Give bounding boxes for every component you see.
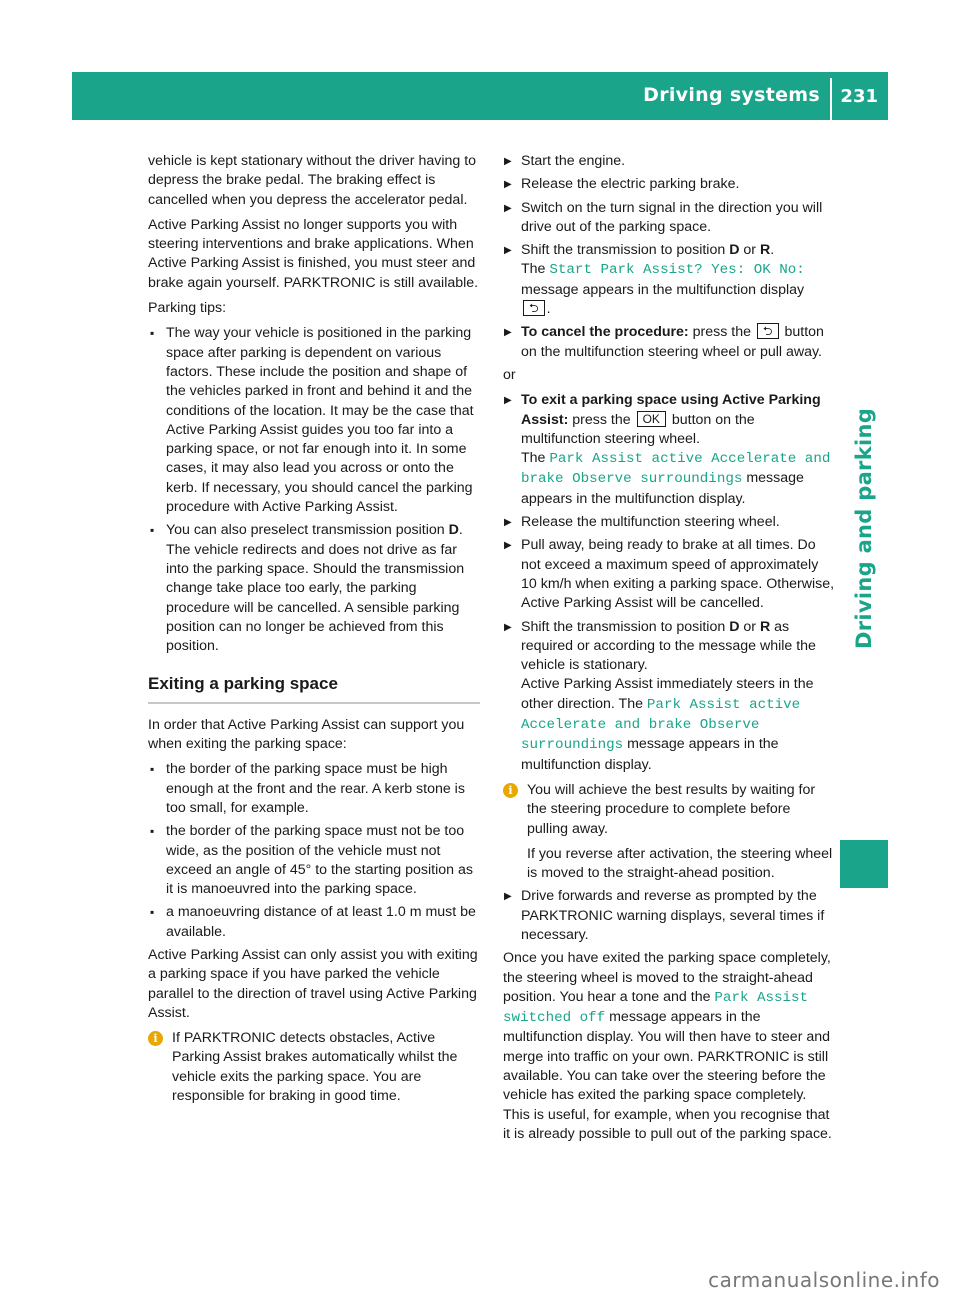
bold-text: D	[729, 242, 740, 259]
text: message appears in the multifunction display	[521, 281, 805, 298]
list-item: ▪ The way your vehicle is positioned in the parking space after parking is dependent on various factors. These include the position and shape of the vehicles parked in front and behind it and the conditions of the location. It may be the case that Active Parking Assist guides you too far into a parking space, or not far enough into it. In some cases, it may also lead you across or onto the kerb. If necessary, you should cancel the parking procedure with Active Parking Assist.	[148, 324, 480, 517]
watermark: carmanualsonline.info	[708, 1268, 940, 1292]
header-divider	[830, 78, 832, 120]
left-column	[148, 152, 480, 1110]
step-item: ▶ Start the engine.	[503, 152, 835, 171]
text: You can also preselect transmission position	[166, 522, 449, 539]
paragraph: Active Parking Assist can only assist you with exiting a parking space if you have parked the vehicle parallel to the direction of travel using Active Parking Assist.	[148, 946, 478, 1021]
text: Shift the transmission to position	[521, 242, 730, 259]
step-item	[503, 241, 835, 319]
text: or	[739, 242, 760, 259]
bold-text: To exit a parking space using Active Parking Assist:	[521, 392, 821, 428]
back-icon: ⮌	[523, 300, 545, 316]
bold-text: To cancel the procedure:	[521, 324, 689, 341]
text: message appears in the multifunction display.	[521, 736, 779, 773]
info-icon: i	[148, 1031, 163, 1046]
step-item: ▶ Release the multifunction steering wheel.	[503, 513, 835, 532]
text: button on the multifunction steering wheel.	[521, 411, 755, 447]
note-text: If PARKTRONIC detects obstacles, Active Parking Assist brakes automatically whilst the vehicle exits the parking space. You are responsible for braking in good time.	[172, 1030, 458, 1105]
paragraph: vehicle is kept stationary without the driver having to depress the brake pedal. The braking effect is cancelled when you depress the accelerator pedal.	[148, 153, 477, 208]
info-icon: i	[503, 783, 518, 798]
paragraph: or	[503, 366, 516, 383]
text: message appears in the multifunction display. You will then have to steer and merge into traffic on your own. PARKTRONIC is still available. You can take over the steering before the vehicle has exited the parking space completely. This is useful, for example, when you recognise that it is already possible to pull out of the parking space.	[503, 1009, 832, 1142]
info-note	[503, 781, 835, 883]
side-tab-label: Driving and parking	[852, 407, 876, 649]
side-tab	[840, 248, 888, 808]
list-item: ▪ the border of the parking space must not be too wide, as the position of the vehicle must not exceed an angle of 45° to the starting position as it is manoeuvred into the parking space.	[148, 822, 480, 899]
text: Once you have exited the parking space completely, the steering wheel is moved to the straight-ahead position. You hear a tone and the	[503, 950, 831, 1005]
display-message: Park Assist switched off	[503, 989, 809, 1027]
list-item: ▪ the border of the parking space must be high enough at the front and the rear. A kerb stone is too small, for example.	[148, 760, 480, 818]
text: as required or according to the message while the vehicle is stationary.	[521, 618, 816, 674]
text: .	[546, 301, 551, 318]
text: button on the multifunction steering wheel or pull away.	[521, 324, 824, 360]
ok-button-icon: OK	[637, 411, 666, 427]
text: message appears in the multifunction display.	[521, 470, 804, 507]
step-item: ▶ Switch on the turn signal in the direction you will drive out of the parking space.	[503, 199, 835, 238]
paragraph: Parking tips:	[148, 300, 227, 317]
bold-text: R	[759, 618, 771, 635]
display-message: Start Park Assist? Yes: OK No:	[549, 262, 805, 279]
note-text: You will achieve the best results by waiting for the steering procedure to complete before pulling away.	[527, 781, 816, 837]
list-item: ▪ a manoeuvring distance of at least 1.0 m must be available.	[148, 903, 480, 942]
info-note	[148, 1029, 480, 1106]
side-tab-block	[840, 840, 888, 888]
bold-text: D	[729, 618, 740, 635]
text: press the	[688, 324, 755, 341]
text: The	[521, 261, 550, 278]
text: press the	[568, 411, 635, 428]
bold-text: D	[448, 522, 459, 539]
text: The	[521, 450, 550, 467]
display-message: Park Assist active Accelerate and brake Observe surroundings	[521, 696, 801, 754]
step-item: ▶ Pull away, being ready to brake at all times. Do not exceed a maximum speed of approximately 10 km/h when exiting a parking space. Otherwise, Active Parking Assist will be cancelled.	[503, 536, 835, 613]
paragraph	[503, 949, 835, 1144]
text: Shift the transmission to position	[521, 618, 730, 635]
text: Active Parking Assist immediately steers in the other direction. The	[521, 676, 814, 712]
step-item	[503, 618, 835, 775]
paragraph: In order that Active Parking Assist can support you when exiting the parking space:	[148, 716, 465, 753]
section-title: Exiting a parking space	[148, 674, 480, 703]
step-item: ▶ Release the electric parking brake.	[503, 175, 835, 194]
list-item	[148, 521, 480, 656]
right-column	[503, 152, 835, 1150]
paragraph: Active Parking Assist no longer supports you with steering interventions and brake applications. When Active Parking Assist is finished, you must steer and brake again yourself. PARKTRONIC is still available.	[148, 216, 479, 291]
note-text: If you reverse after activation, the steering wheel is moved to the straight-ahead position.	[527, 845, 833, 882]
back-icon: ⮌	[757, 323, 779, 339]
bold-text: R	[759, 242, 771, 259]
text: or	[739, 618, 760, 635]
header-title: Driving systems	[643, 84, 820, 106]
text: . The vehicle redirects and does not drive as far into the parking space. Should the transmission change take place too early, the parking procedure will be cancelled. A sensible parking position can no longer be achieved from this position.	[166, 522, 465, 655]
step-item: ▶ Drive forwards and reverse as prompted by the PARKTRONIC warning displays, several times if necessary.	[503, 887, 835, 945]
header-bar	[72, 72, 888, 120]
step-item	[503, 323, 835, 362]
page-number: 231	[840, 86, 878, 107]
display-message: Park Assist active Accelerate and brake Observe surroundings	[521, 451, 831, 488]
text: .	[770, 242, 775, 259]
step-item	[503, 391, 835, 509]
